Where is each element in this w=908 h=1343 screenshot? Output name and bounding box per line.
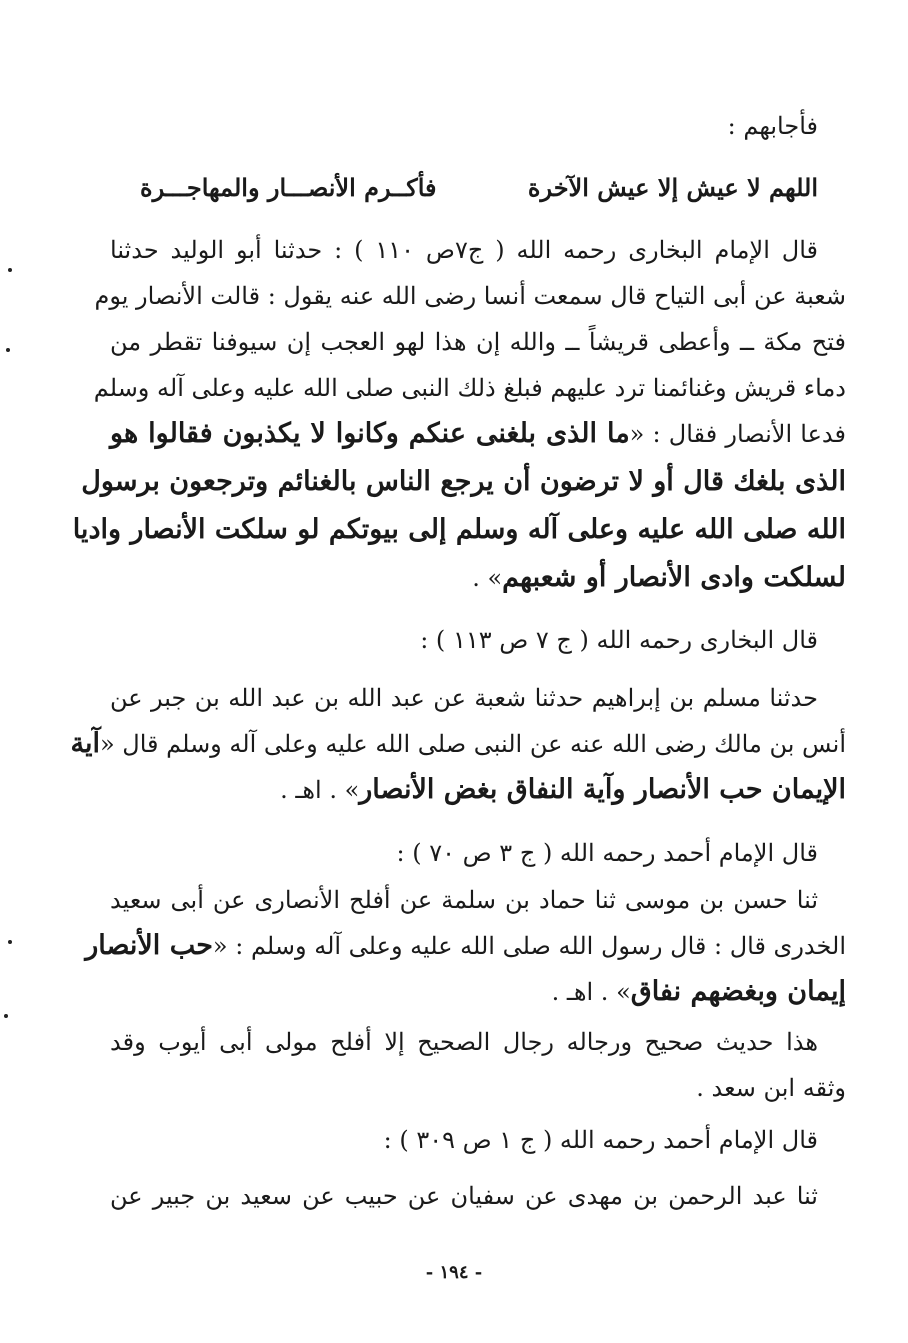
text-line: دماء قريش وغنائمنا ترد عليهم فبلغ ذلك النبى صلى الله عليه وعلى آله وسلم bbox=[93, 374, 846, 402]
grading-line: وثقه ابن سعد . bbox=[696, 1074, 846, 1102]
text-line bbox=[110, 969, 846, 1015]
plain-text: » . bbox=[472, 564, 503, 592]
intro-line: فأجابهم : bbox=[727, 112, 818, 140]
ahmad-citation: قال الإمام أحمد رحمه الله ( ج ١ ص ٣٠٩ ) : bbox=[383, 1126, 818, 1154]
verse-second-half: فأكــرم الأنصـــار والمهاجـــرة bbox=[140, 173, 437, 202]
hadith-bold-text: آية bbox=[70, 728, 100, 759]
scan-speck bbox=[4, 1014, 8, 1018]
text-line: فتح مكة ــ وأعطى قريشاً ــ والله إن هذا لهو العجب إن سيوفنا تقطر من bbox=[110, 328, 846, 356]
bukhari-citation-line: قال الإمام البخارى رحمه الله ( ج٧ص ١١٠ ) : حدثنا أبو الوليد حدثنا bbox=[110, 236, 818, 264]
scan-speck bbox=[8, 940, 12, 944]
page-number: - ١٩٤ - bbox=[425, 1262, 483, 1283]
plain-text: » . اهـ . bbox=[551, 978, 631, 1006]
plain-text: » . اهـ . bbox=[280, 776, 360, 804]
text-line bbox=[110, 767, 846, 813]
plain-text: فدعا الأنصار فقال : « bbox=[629, 420, 846, 448]
hadith-bold-text: الإيمان حب الأنصار وآية النفاق بغض الأنصار bbox=[359, 774, 846, 805]
text-line: شعبة عن أبى التياح قال سمعت أنسا رضى الله عنه يقول : قالت الأنصار يوم bbox=[94, 282, 846, 310]
ahmad-citation: قال الإمام أحمد رحمه الله ( ج ٣ ص ٧٠ ) : bbox=[396, 839, 818, 867]
hadith-bold-line: الله صلى الله عليه وعلى آله وسلم إلى بيوتكم لو سلكت الأنصار واديا bbox=[72, 514, 846, 545]
text-line: ثنا عبد الرحمن بن مهدى عن سفيان عن حبيب عن سعيد بن جبير عن bbox=[110, 1182, 818, 1210]
text-line: حدثنا مسلم بن إبراهيم حدثنا شعبة عن عبد الله بن عبد الله بن جبر عن bbox=[110, 684, 818, 712]
text-line bbox=[110, 411, 846, 457]
scan-speck bbox=[8, 268, 12, 272]
text-line bbox=[85, 923, 846, 969]
hadith-bold-line: الذى بلغك قال أو لا ترضون أن يرجع الناس بالغنائم وترجعون برسول bbox=[81, 466, 846, 497]
plain-text: أنس بن مالك رضى الله عنه عن النبى صلى الله عليه وعلى آله وسلم قال « bbox=[99, 730, 846, 758]
bukhari-citation: قال البخارى رحمه الله ( ج ٧ ص ١١٣ ) : bbox=[420, 626, 818, 654]
text-line bbox=[70, 721, 846, 767]
text-line: ثنا حسن بن موسى ثنا حماد بن سلمة عن أفلح الأنصارى عن أبى سعيد bbox=[110, 886, 818, 914]
hadith-bold-text: لسلكت وادى الأنصار أو شعبهم bbox=[502, 562, 846, 593]
grading-line: هذا حديث صحيح ورجاله رجال الصحيح إلا أفلح مولى أبى أيوب وقد bbox=[110, 1028, 818, 1056]
hadith-bold-text: حب الأنصار bbox=[85, 930, 213, 961]
hadith-bold-text: ما الذى بلغنى عنكم وكانوا لا يكذبون فقالوا هو bbox=[110, 418, 630, 449]
scan-speck bbox=[6, 348, 10, 352]
hadith-bold-text: إيمان وبغضهم نفاق bbox=[630, 976, 846, 1007]
plain-text: الخدرى قال : قال رسول الله صلى الله عليه وعلى آله وسلم : « bbox=[212, 932, 846, 960]
verse-first-half: اللهم لا عيش إلا عيش الآخرة bbox=[527, 173, 818, 202]
text-line bbox=[110, 555, 846, 601]
